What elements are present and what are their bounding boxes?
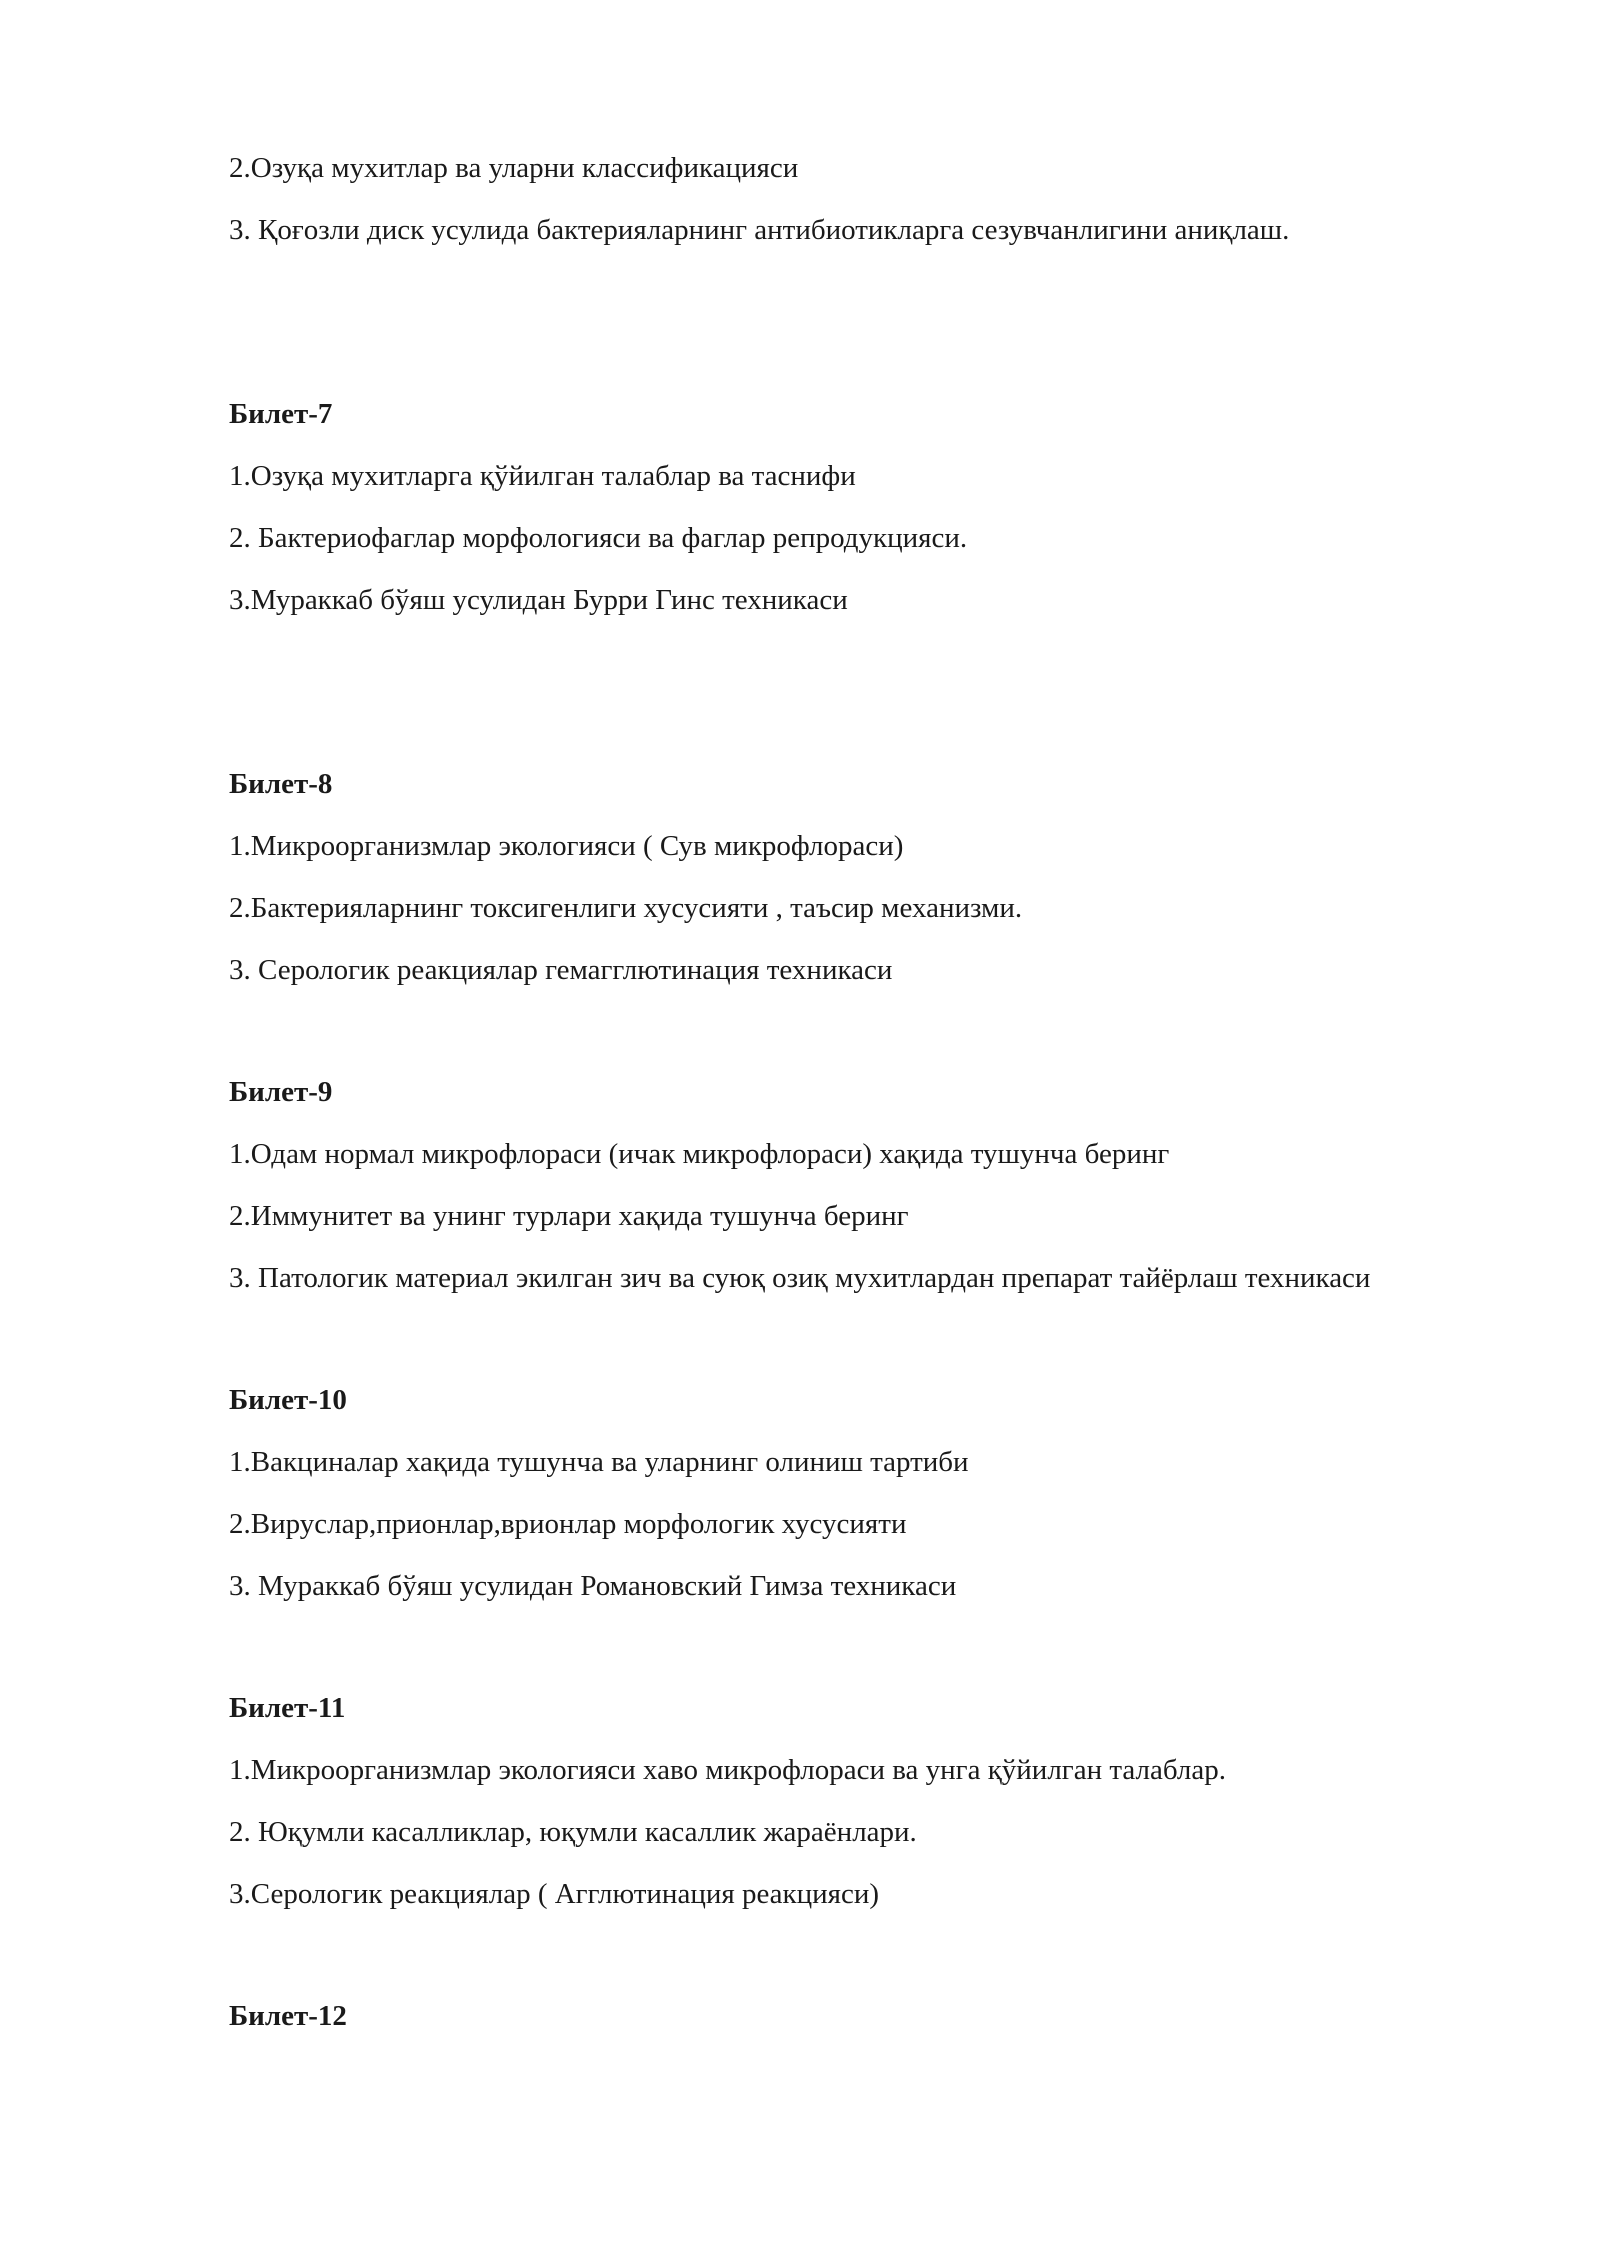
intro-item-3: 3. Қоғозли диск усулида бактерияларнинг антибиотикларга сезувчанлигини аниқлаш. [229,214,1290,246]
ticket-title: Билет-8 [229,768,333,800]
question-2: 2.Иммунитет ва унинг турлари хақида тушунча беринг [229,1200,909,1232]
ticket-title: Билет-11 [229,1692,346,1724]
ticket-title: Билет-10 [229,1384,347,1416]
question-1: 1.Микроорганизмлар экологияси хаво микрофлораси ва унга қўйилган талаблар. [229,1754,1226,1786]
ticket-title: Билет-12 [229,2000,347,2032]
ticket-11 [229,1688,1429,1914]
ticket-10 [229,1380,1429,1606]
question-2: 2.Вируслар,прионлар,врионлар морфологик хусусияти [229,1508,907,1540]
document-page [229,148,1429,2058]
question-2: 2. Юқумли касалликлар, юқумли касаллик жараёнлари. [229,1816,917,1848]
question-2: 2. Бактериофаглар морфологияси ва фаглар репродукцияси. [229,522,968,554]
question-3: 3. Мураккаб бўяш усулидан Романовский Гимза техникаси [229,1570,957,1602]
ticket-title: Билет-9 [229,1076,333,1108]
question-3: 3. Серологик реакциялар гемагглютинация техникаси [229,954,893,986]
question-1: 1.Вакциналар хақида тушунча ва уларнинг олиниш тартиби [229,1446,969,1478]
question-1: 1.Микроорганизмлар экологияси ( Сув микрофлораси) [229,830,904,862]
ticket-title: Билет-7 [229,398,333,430]
intro-item-2: 2.Озуқа мухитлар ва уларни классификацияси [229,152,799,184]
ticket-9 [229,1072,1429,1298]
question-3: 3.Серологик реакциялар ( Агглютинация реакцияси) [229,1878,880,1910]
question-1: 1.Озуқа мухитларга қўйилган талаблар ва таснифи [229,460,856,492]
question-1: 1.Одам нормал микрофлораси (ичак микрофлораси) хақида тушунча беринг [229,1138,1170,1170]
question-3: 3.Мураккаб бўяш усулидан Бурри Гинс техникаси [229,584,848,616]
ticket-12 [229,1996,1429,2036]
question-2: 2.Бактерияларнинг токсигенлиги хусусияти , таъсир механизми. [229,892,1023,924]
ticket-7 [229,394,1429,620]
question-3: 3. Патологик материал экилган зич ва суюқ озиқ мухитлардан препарат тайёрлаш техникаси [229,1262,1371,1294]
ticket-8 [229,764,1429,990]
